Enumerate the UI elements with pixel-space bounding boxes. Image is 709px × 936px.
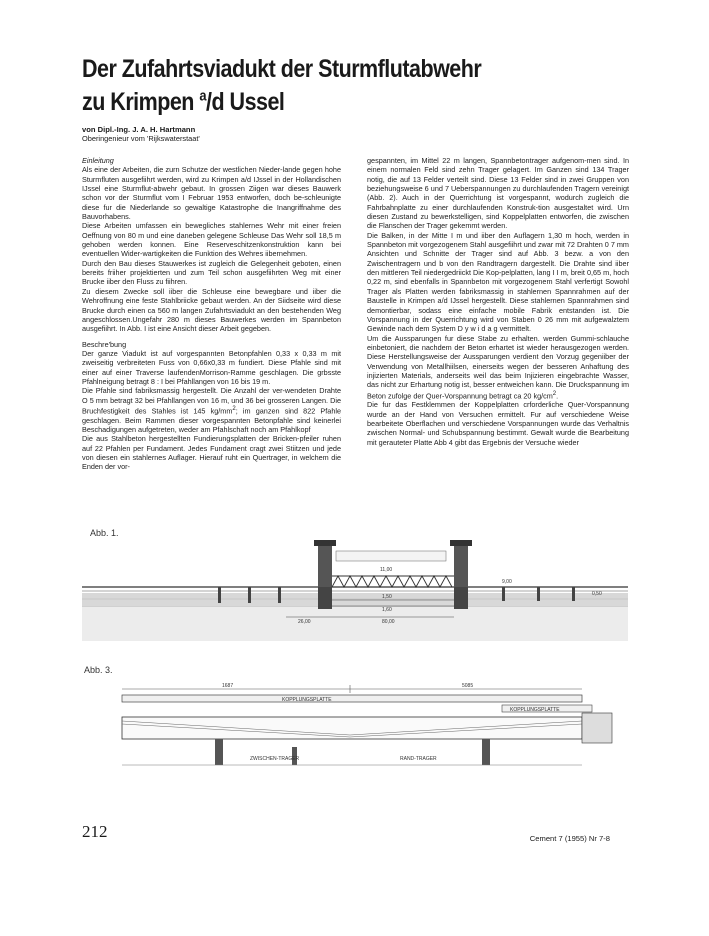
girder-top-view xyxy=(122,695,582,702)
paragraph: Die fur das Festklemmen der Koppelplatten crforderliche Quer-Vorspannung wurde an der Hand von Versuchen ermittelt. Fur auf verschiedene Weise bearbeitete Oberflachen und verschiedene Vorspannungen wurde das Verhaltnis zwischen Normal- und Schubspannung bestimmt. Gewalt wurde die Bearbeitung mit gerauteter Platte Abb 4 gibt das Ergebnis der Versuche wieder xyxy=(367,400,629,447)
paragraph: Ansichten und Schnitte der Trager sind auf Abb. 3 bezw. a von den Zwischentragern und b von den Randtragern dargestellt. Die Drahte sind iiber den mittleren Teil niedergedriickt Die Kop-pelplatten, lang I I m, breit 0,65 m, hoch 0,22 m, sind ebenfalls in Spannbeton mit vorgezogenem Stahl verfertigt Sowohl Trager als Platten werden fabriksmassig in stahlernen Spannrahmen auf der Baustelle in Krimpen a/d IJssel hergestellt. Diese stahlernen Spannrahmen sind demontierbar, sodass eine einfache mobile Fabrik entstanden ist. Die Vorspannung in der Querrichtung wird von Staben 0 26 mm mit aufgewalztem Gewinde nach dem System D y w i d a g vermittelt. xyxy=(367,249,629,334)
section-heading-description: Beschre'bung xyxy=(82,339,127,349)
paragraph-text: Um die Aussparungen fur diese Stabe zu erhalten. werden Gummi-schlauche einbetoniert, die nachdem der Beton erhartet ist wieder herausgezogen werden. Diese Herstellungsweise der Aussparungen verdient den Vorzug gegeniiber der Verwendung von Metallhiilsen, einerseits wegen der besseren Anhaftung des injizierten Materials, anderseits weil das beim Injizieren eingebrachte Wasser, das nicht zur Erhartung notig ist, besser entweichen kann. Die Druckspannung im Beton zufolge der Quer-Vorspannung betragt ca 20 kg/cm xyxy=(367,333,629,400)
dimension-label: 26,00 xyxy=(298,619,311,625)
author-line: von Dipl.-Ing. J. A. H. Hartmann xyxy=(82,125,196,134)
right-tower xyxy=(454,544,468,588)
title-line-2-start: zu Krimpen xyxy=(82,88,200,116)
paragraph-text: Die Pfahle sind fabriksmassig hergestellt. Die Anzahl der ver-wendeten Drahte O 5 mm betragt 32 bei Pfahllangen von 16 m, und 36 bei grosseren Langen. Die Bruchfestigkeit des Stahles ist 145 kg/mm xyxy=(82,386,341,416)
paragraph xyxy=(82,386,341,434)
coupling-plate-label: KOPPLUNGSPLATTE xyxy=(510,707,560,713)
dimension-label: 1,60 xyxy=(382,607,392,613)
right-tower-cap xyxy=(450,540,472,546)
author-role: Oberingenieur vom 'Rijkswaterstaat' xyxy=(82,134,200,143)
figure-1-label: Abb. 1. xyxy=(90,528,119,538)
girder-end-block xyxy=(582,713,612,743)
paragraph: Zu diesem Zwecke soll iiber die Schleuse eine bewegbare und iiber die Wehroffnung eine feste Stahlbriicke gebaut werden. An der Siidseite wird diese Brucke durch einen ca 560 m langen Zufahrtsviadukt an den bestehenden Weg angeschlossen.Ungefahr 280 m dieses Bauwerkes werden im Spannbeton ausgefiihrt. In Abb. I ist eine Ansicht dieser Arbeit gegeben. xyxy=(82,286,341,334)
dimension-label: 0,50 xyxy=(592,591,602,597)
dimension-label: 9,00 xyxy=(502,579,512,585)
coupling-plate-label: KOPPLUNGSPLATTE xyxy=(282,697,332,703)
dimension-label: 1,50 xyxy=(382,594,392,600)
title-line-2 xyxy=(82,86,564,119)
paragraph: gespannten, im Mittel 22 m langen, Spannbetontrager aufgenom-men sind. In einem normalen Feld sind zehn Trager gelagert. Im Ganzen sind 134 Trager notig, die auf 13 Felder verteilt sind. Diese 13 Felder sind in zwei Gruppen von beziehungsweise 6 und 7 Ueberspannungen zu durchlaufenden Tragern vereinigt (Abb. 2). Auch in der Querrichtung ist vorgespannt, wodurch zugleich die Fahrbahnplatte zu einer durchlaufenden Konstruk-tion ausgestaltet wird. Urn diesen Zustand zu bewerkstelligen, sind Koppelplatten entworfen, die zwischen die Flanschen der Trager gekemmt werden. xyxy=(367,156,629,231)
text-column-left xyxy=(82,156,341,472)
title-line-2-end: /d Ussel xyxy=(206,88,285,116)
section-heading-introduction: Einleitung xyxy=(82,156,114,165)
dimension-label: 11,00 xyxy=(380,567,393,573)
paragraph: Diese Arbeiten umfassen ein bewegliches stahlernes Wehr mit einer freien Oeffnung von 80 m und eine daneben gelegene Schleuse Das Wehr soll 18,5 m gehoben werden konnen. Eine Reserveschitzenkonstruktion kann bei eventuellen Wider-wartigkeiten die Funktion des Wehres iibernehmen. xyxy=(82,221,341,259)
superscript: 2 xyxy=(552,390,557,397)
steel-truss xyxy=(332,576,454,587)
article-title xyxy=(82,53,564,119)
title-line-1: Der Zufahrtsviadukt der Sturmflutabwehr xyxy=(82,55,482,83)
dimension-label: 5085 xyxy=(462,683,474,689)
left-tower-cap xyxy=(314,540,336,546)
paragraph: Der ganze Viadukt ist auf vorgespannten Betonpfahlen 0,33 x 0,33 m mit zweiseitig verbreiteten Fuss von 0,66x0,33 m fundiert. Diese Pfahle sind mit einer auf einer Traverse laufendenMorrison-Ramme geschlagen. Die grbsste Pfahlneigung betragt 8 : I bei Pfahllangen von 16 bis 19 m. xyxy=(82,348,341,386)
paragraph-text: . xyxy=(556,391,559,400)
paragraph: Die Balken, in der Mitte I m und iiber den Auflagern 1,30 m hoch, werden in Spannbeton mit vorgezogenem Stahl ausgefiihrt und zwar mit 72 Drahten 0 7 mm xyxy=(367,230,629,250)
paragraph-text: ; im ganzen sind 822 Pfahle geschlagen. Beim Rammen dieser vorgespannten Betonpfahle sind keinerlei Beschadigungen aufgetreten, weder am Pfahlschaft noch am Pfahlkopf xyxy=(82,406,341,435)
title-superscript: a xyxy=(199,87,207,105)
girder-type-label: RAND-TRAGER xyxy=(400,756,437,762)
paragraph: Durch den Bau dieses Stauwerkes ist zugleich die Gelegenheit geboten, einen bereits friiher projektierten und zum Teil schon ausgefiihrten Weg mit einer Brucke iiber den Fluss zu fiihren. xyxy=(82,258,341,287)
paragraph xyxy=(367,334,629,401)
lower-ground xyxy=(82,607,628,641)
left-tower xyxy=(318,544,332,588)
figure-3-label: Abb. 3. xyxy=(84,665,113,675)
superscript: 2 xyxy=(232,405,236,412)
journal-reference: Cement 7 (1955) Nr 7-8 xyxy=(529,834,610,843)
figure-3-girder-elevation xyxy=(82,661,628,792)
dimension-label: 1687 xyxy=(222,683,234,689)
gate-structure xyxy=(336,551,446,561)
dimension-label: 80,00 xyxy=(382,619,395,625)
paragraph: Als eine der Arbeiten, die zurn Schutze der westlichen Nieder-lande gegen hohe Sturmfluten ausgefiihrt werden, wird zu Krimpen a/d IJssel in der Hollandischen IJssel eine Sturmflut-abwehr gebaut. In grossen Ziigen war dieses Bauwerk schon vor der Sturmflut vom I Februar 1953 entworfen, doch be-schleunigte diese fur die Niederlande so gewaltige Katastrophe die Inangriffnahme des Bauvorhabens. xyxy=(82,165,341,222)
text-column-right xyxy=(367,156,629,447)
girder-type-label: ZWISCHEN-TRAGER xyxy=(250,756,300,762)
figure-1-bridge-elevation xyxy=(82,521,628,641)
paragraph: Die aus Stahlbeton hergestellten Fundierungsplatten der Bricken-pfeiler ruhen auf 22 Pfahlen per Fundament. Jedes Fundament cragt zwei Stiitzen und jede von diesen ein stahlernes Auflager. Hierauf ruht ein Quertrager, in welchem die Enden der vor- xyxy=(82,434,341,472)
page-number: 212 xyxy=(82,822,108,841)
